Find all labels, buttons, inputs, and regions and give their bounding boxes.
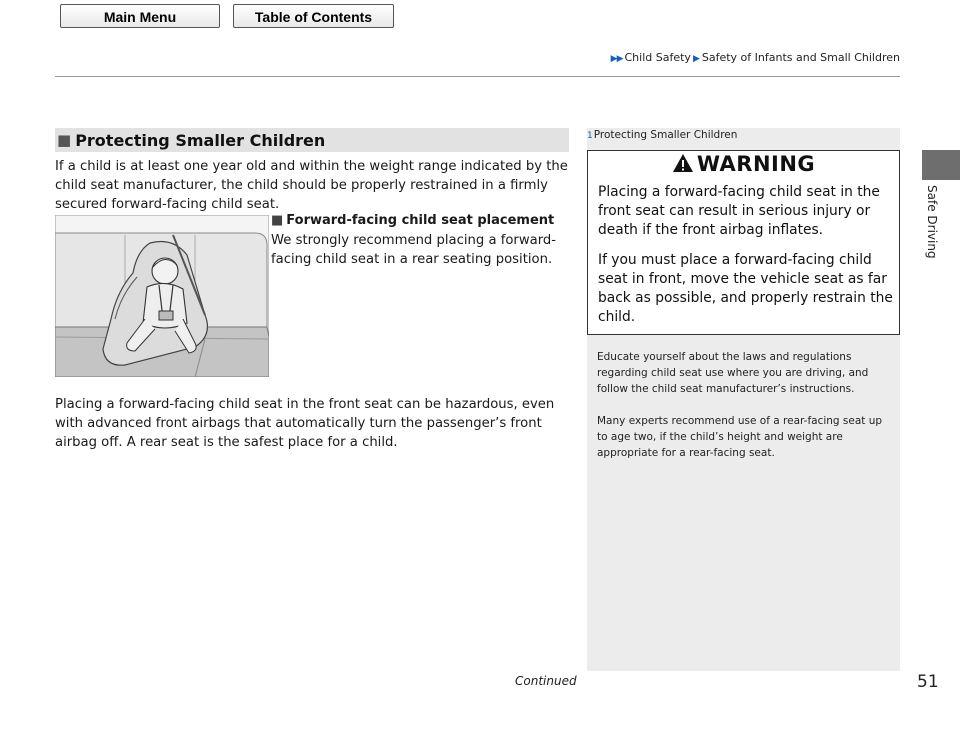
sub-heading-square-icon: ■ [271, 213, 284, 228]
section-title: Protecting Smaller Children [75, 130, 326, 150]
closing-paragraph: Placing a forward-facing child seat in the front seat can be hazardous, even with advanced front airbags that automatically turn the passenger’s front airbag off. A rear seat is the safest place for a child. [55, 397, 555, 450]
sub-heading-text: Forward-facing child seat placement [286, 213, 555, 228]
breadcrumb-arrow-icon: ▶▶ [610, 54, 623, 64]
sidebar-note-1: Educate yourself about the laws and regulations regarding child seat use where you are driving, and follow the child seat manufacturer’s instructions. [597, 351, 869, 395]
continued-label: Continued [515, 674, 577, 688]
placement-paragraph: We strongly recommend placing a forward-facing child seat in a rear seating position. [271, 233, 557, 267]
breadcrumb-current-page: Safety of Infants and Small Children [701, 51, 900, 64]
warning-heading [588, 152, 899, 178]
sub-heading [271, 213, 554, 228]
warning-box [587, 150, 900, 335]
warning-text-2: If you must place a forward-facing child seat in front, move the vehicle seat as far back as possible, and properly restrain the child. [598, 252, 893, 325]
header-divider [55, 76, 900, 77]
sidebar-title [587, 129, 737, 141]
table-of-contents-button[interactable]: Table of Contents [233, 4, 394, 28]
intro-paragraph: If a child is at least one year old and within the weight range indicated by the child seat manufacturer, the child should be properly restrained in a firmly secured forward-facing child seat. [55, 159, 568, 212]
sidebar-title-text: Protecting Smaller Children [593, 129, 738, 141]
breadcrumb-arrow-icon: ▶ [692, 54, 700, 64]
section-tab-label: Safe Driving [925, 185, 939, 259]
section-square-icon: ■ [57, 131, 72, 149]
sidebar-note-2: Many experts recommend use of a rear-facing seat up to age two, if the child’s height and weight are appropriate for a rear-facing seat. [597, 415, 883, 459]
warning-label: WARNING [696, 152, 816, 176]
main-menu-button[interactable]: Main Menu [60, 4, 220, 28]
breadcrumb [611, 51, 900, 64]
warning-text-1: Placing a forward-facing child seat in the front seat can result in serious injury or death if the front airbag inflates. [598, 184, 880, 238]
page-number: 51 [917, 672, 939, 692]
child-seat-illustration [55, 215, 269, 377]
breadcrumb-child-safety[interactable]: Child Safety [624, 51, 691, 64]
warning-triangle-icon [672, 153, 694, 178]
section-tab-marker [922, 150, 960, 180]
reference-icon: 1 [587, 131, 593, 141]
section-heading [55, 128, 569, 152]
